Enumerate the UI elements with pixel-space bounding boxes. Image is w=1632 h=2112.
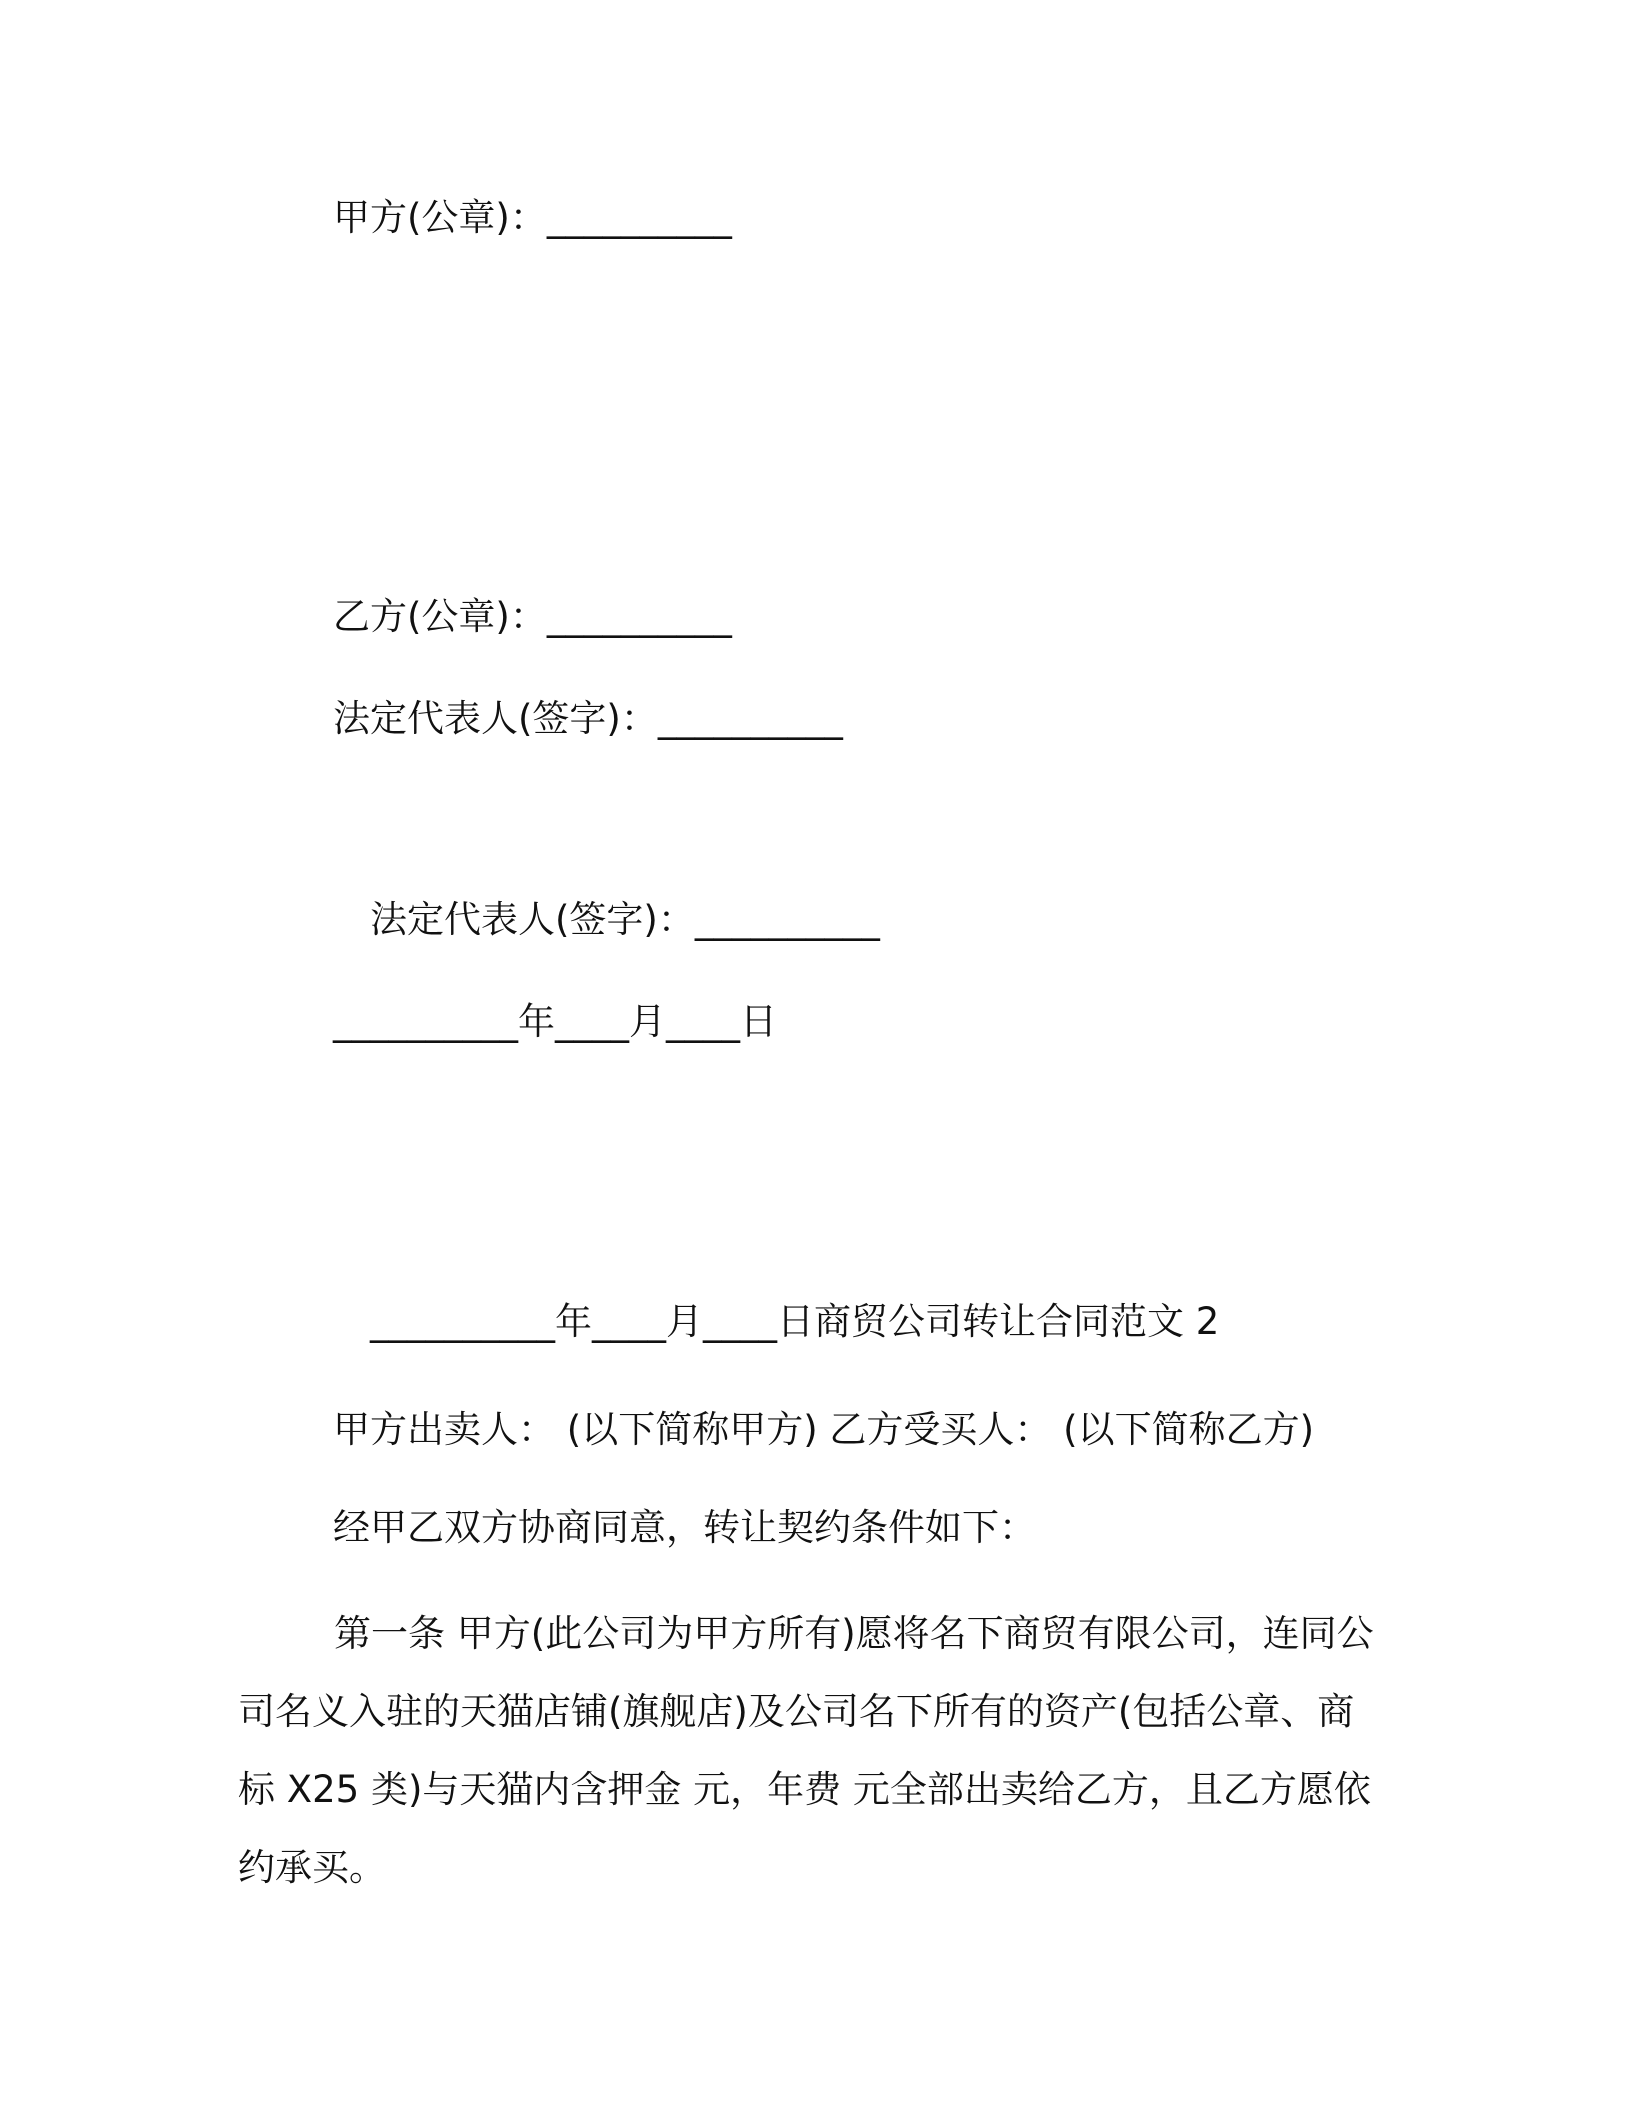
party-b-seal-line: 乙方(公章)：__________ [333,595,732,638]
article-1-paragraph: 第一条 甲方(此公司为甲方所有)愿将名下商贸有限公司，连同公司名义入驻的天猫店铺(旗舰店)及公司名下所有的资产(包括公章、商标 X25 类)与天猫内含押金 元，年费 元全部出卖给乙方，且乙方愿依约承买。 [238,1612,1374,1889]
date-line: __________年____月____日 [333,1000,777,1043]
contract-preamble: 经甲乙双方协商同意，转让契约条件如下： [333,1506,1036,1549]
party-a-seal-line: 甲方(公章)：__________ [333,196,732,239]
legal-representative-signature-line-2: 法定代表人(签字)：__________ [370,898,880,941]
legal-representative-signature-line: 法定代表人(签字)：__________ [333,697,843,740]
contract-title: __________年____月____日商贸公司转让合同范文 2 [370,1300,1220,1343]
contract-parties: 甲方出卖人： (以下简称甲方) 乙方受买人： (以下简称乙方) [333,1408,1315,1451]
